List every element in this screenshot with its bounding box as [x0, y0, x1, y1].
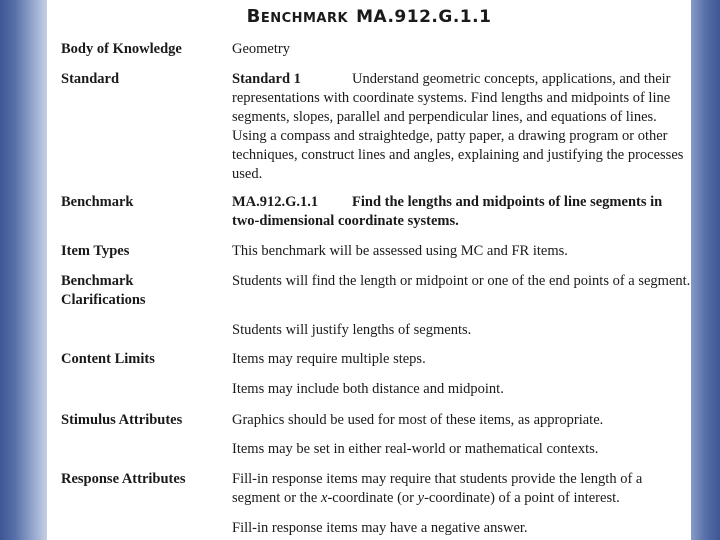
label-clarifications-line1: Benchmark	[61, 273, 134, 289]
value-stimulus-1: Graphics should be used for most of these items, as appropriate.	[232, 412, 604, 428]
value-body-of-knowledge: Geometry	[232, 41, 290, 57]
label-benchmark: Benchmark	[61, 194, 134, 210]
value-clarifications-1: Students will find the length or midpoint or one of the end points of a segment.	[232, 273, 691, 289]
title-word-rest: ENCHMARK	[260, 11, 349, 26]
response-1-part-c: -coordinate) of a point of interest.	[424, 490, 620, 506]
standard-text: Understand geometric concepts, applications, and their representations with coordinate systems. Find lengths and midpoints of line segments, slopes, parallel and perpendicular lines, and equations of lines. Using a compass and straightedge, patty paper, a drawing program or other techniques, construct lines and angles, explaining and justifying the processes used.	[232, 71, 684, 182]
label-item-types: Item Types	[61, 243, 130, 259]
label-stimulus-attributes: Stimulus Attributes	[61, 412, 183, 428]
label-response-attributes: Response Attributes	[61, 471, 186, 487]
value-benchmark	[232, 193, 691, 231]
value-stimulus-2: Items may be set in either real-world or mathematical contexts.	[232, 441, 599, 457]
standard-number: Standard 1	[232, 71, 301, 87]
response-1-part-b: -coordinate (or	[327, 490, 418, 506]
value-response-1	[232, 470, 691, 508]
value-content-limits-1: Items may require multiple steps.	[232, 351, 426, 367]
title-code: MA.912.G.1.1	[356, 7, 492, 27]
value-clarifications-2: Students will justify lengths of segments.	[232, 322, 472, 338]
response-1-x: x	[321, 490, 328, 506]
value-response-2: Fill-in response items may have a negative answer.	[232, 520, 528, 536]
label-clarifications-line2: Clarifications	[61, 292, 146, 308]
value-standard	[232, 70, 691, 184]
page-title	[47, 6, 691, 27]
title-initial: B	[246, 6, 261, 27]
benchmark-code: MA.912.G.1.1	[232, 194, 319, 210]
value-content-limits-2: Items may include both distance and midpoint.	[232, 381, 504, 397]
label-content-limits: Content Limits	[61, 351, 155, 367]
label-body-of-knowledge: Body of Knowledge	[61, 41, 182, 57]
benchmark-text: Find the lengths and midpoints of line segments in two-dimensional coordinate systems.	[232, 194, 663, 229]
label-benchmark-clarifications	[61, 272, 221, 310]
response-1-part-a: Fill-in response items may require that students provide the length of a segment or the	[232, 471, 643, 506]
value-item-types: This benchmark will be assessed using MC and FR items.	[232, 243, 568, 259]
document-page	[47, 0, 691, 540]
response-1-y: y	[417, 490, 425, 506]
label-standard: Standard	[61, 71, 120, 87]
